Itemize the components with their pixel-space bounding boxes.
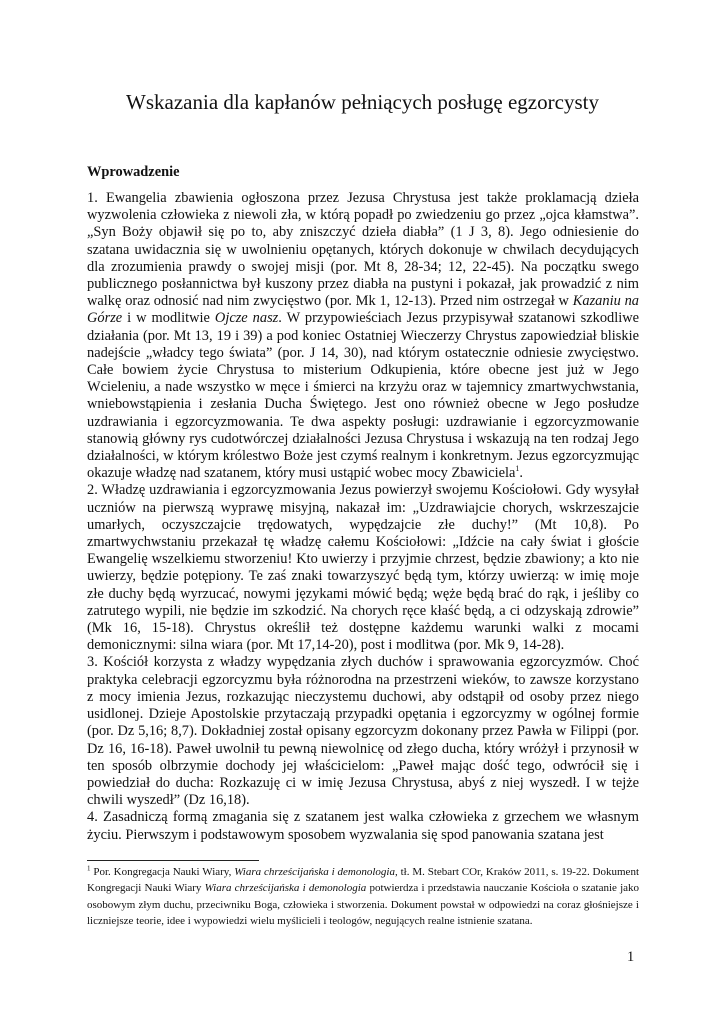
document-title: Wskazania dla kapłanów pełniących posługę egzorcysty [126, 90, 599, 114]
document-body [87, 190, 639, 844]
footnote-reference[interactable]: 1 [515, 464, 520, 474]
footnote-separator [87, 860, 259, 861]
footnote-italic-title-2: Wiara chrześcijańska i demonologia [204, 882, 367, 895]
footnote-italic-title-1: Wiara chrześcijańska i demonologia [234, 866, 395, 878]
footnote-number: 1 [87, 864, 91, 873]
paragraph-2: 2. Władzę uzdrawiania i egzorcyzmowania Jezus powierzył swojemu Kościołowi. Gdy wysyłał uczniów na pierwszą wyprawę misyjną, nakazał im: „Uzdrawiajcie chorych, wskrzeszajcie umarłych, oczyszczajcie trędowatych, wypędzajcie złe duchy!” (Mt 10,8). Po zmartwychwstaniu przekazał tę władzę całemu Kościołowi: „Idźcie na cały świat i głoście Ewangelię wszelkiemu stworzeniu! Kto uwierzy i przyjmie chrzest, będzie zbawiony; a kto nie uwierzy, będzie potępiony. Te zaś znaki towarzyszyć będą tym, którzy uwierzą: w imię moje złe duchy będą wyrzucać, nowymi językami mówić będą; węże będą brać do rąk, i jeśliby co zatrutego wypili, nie będzie im szkodzić. Na chorych ręce kłaść będą, a ci odzyskają zdrowie” (Mk 16, 15-18). Chrystus określił też dostępne każdemu warunki walki z mocami demonicznymi: silna wiara (por. Mt 17,14-20), post i modlitwa (por. Mk 9, 14-28). [87, 482, 639, 654]
paragraph-1-text-a: 1. Ewangelia zbawienia ogłoszona przez Jezusa Chrystusa jest także proklamacją dzieła wyzwolenia człowieka z niewoli zła, w którą popadł po zwiedzeniu go przez „ojca kłamstwa”. „Syn Boży objawił się po to, aby zniszczyć dzieła diabła” (1 J 3, 8). Jego odniesienie do szatana uwidacznia się w uwolnieniu opętanych, których dokonuje w chwilach decydujących dla zrozumienia prawdy o swojej misji (por. Mt 8, 28-34; 12, 22-45). Na początku swego publicznego posłannictwa był kuszony przez diabła na pustyni i pokazał, jak prowadzić z nim walkę oraz odnosić nad nim zwycięstwo (por. Mk 1, 12-13). Przed nim ostrzegał w [87, 190, 639, 310]
paragraph-1 [87, 190, 639, 482]
footnote-text-c: , tł. M. Stebart COr, Kraków 2011, s. 19-22. Dokument Kongregacji Nauki Wiary [87, 866, 639, 895]
paragraph-1-text-f: . [519, 465, 523, 482]
footnote-text-a: Por. Kongregacja Nauki Wiary, [90, 866, 235, 878]
section-heading: Wprowadzenie [87, 164, 180, 180]
paragraph-4: 4. Zasadniczą formą zmagania się z szatanem jest walka człowieka z grzechem we własnym życiu. Pierwszym i podstawowym sposobem wyzwalania się spod panowania szatana jest [87, 809, 639, 843]
paragraph-1-text-e: . W przypowieściach Jezus przypisywał szatanowi szkodliwe działania (por. Mt 13, 19 i 39) a pod koniec Ostatniej Wieczerzy Chrystus zapowiedział bliskie nadejście „władcy tego świata” (por. J 14, 30), nad którym ostatecznie odniesie zwycięstwo. Całe bowiem życie Chrystusa to misterium Odkupienia, które obecne jest już w Jego Wcieleniu, a nade wszystko w męce i śmierci na krzyżu oraz w tajemnicy zmartwychwstania, wniebowstąpienia i zesłania Ducha Świętego. Jest ono również obecne w Jego posłudze uzdrawiania i egzorcyzmowania. Te dwa aspekty posługi: uzdrawianie i egzorcyzmowanie stanowią główny rys cudotwórczej działalności Jezusa Chrystusa i wskazują na ten rodzaj Jego działalności, w którym królestwo Boże jest czymś realnym i konkretnym. Jezus egzorcyzmując okazuje władzę nad szatanem, który musi ustąpić wobec mocy Zbawiciela [87, 310, 639, 482]
page-number: 1 [627, 949, 635, 965]
paragraph-1-italic-ojcze-nasz: Ojcze nasz [214, 310, 279, 327]
paragraph-1-italic-kazanie: Kazaniu na Górze [87, 293, 639, 327]
footnote-text-e: potwierdza i przedstawia nauczanie Kościoła o szatanie jako osobowym złym duchu, przeciwniku Boga, człowieka i stworzenia. Dokument powstał w odpowiedzi na coraz głośniejsze i liczniejsze teorie, idee i wypowiedzi wielu myślicieli i teologów, negujących realne istnienie szatana. [87, 882, 640, 928]
footnote-1 [87, 864, 639, 930]
paragraph-3: 3. Kościół korzysta z władzy wypędzania złych duchów i sprawowania egzorcyzmów. Choć praktyka celebracji egzorcyzmu była różnorodna na przestrzeni wieków, to zawsze korzystano z mocy imienia Jezus, rozkazując nieczystemu duchowi, aby odstąpił od osoby przez niego usidlonej. Dzieje Apostolskie przytaczają przypadki opętania i egzorcyzmy w ogólnej formie (por. Dz 5,16; 8,7). Dokładniej został opisany egzorcyzm dokonany przez Pawła w Filippi (por. Dz 16, 16-18). Paweł uwolnił tu pewną niewolnicę od złego ducha, który wróżył i przynosił w ten sposób olbrzymie dochody jej właścicielom: „Paweł mając dość tego, odwrócił się i powiedział do ducha: Rozkazuję ci w imię Jezusa Chrystusa, abyś z niej wyszedł. I w tejże chwili wyszedł” (Dz 16,18). [87, 654, 639, 809]
paragraph-1-text-c: i w modlitwie [122, 310, 215, 327]
